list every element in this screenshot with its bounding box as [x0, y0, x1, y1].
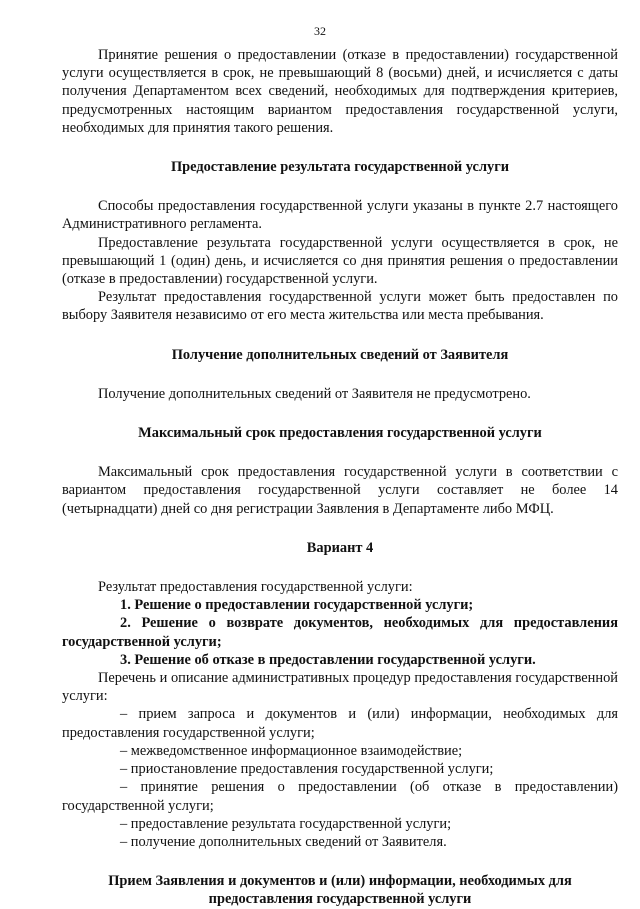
heading-variant: Вариант 4 — [306, 539, 374, 556]
heading-reception-line-1: Прием Заявления и документов и (или) информации, необходимых для — [108, 873, 572, 890]
max-term-paragraph: Максимальный срок предоставления государственной услуги в соответствии с вариантом предоставления государственной услуги составляет не более 14 (четырнадцати) дней со дня регистрации Заявления в Департаменте либо МФЦ. — [62, 464, 618, 517]
heading-max-term: Максимальный срок предоставления государственной услуги — [138, 425, 542, 442]
procedure-item: – принятие решения о предоставлении (об отказе в предоставлении) государственной услуги; — [62, 779, 618, 814]
page-number: 32 — [314, 24, 326, 38]
heading-reception-line-2: предоставления государственной услуги — [208, 891, 472, 908]
procedure-item: – получение дополнительных сведений от Заявителя. — [120, 833, 447, 850]
variant-result-intro: Результат предоставления государственной услуги: — [98, 579, 413, 596]
procedure-item: – прием запроса и документов и (или) информации, необходимых для предоставления государственной услуги; — [62, 706, 618, 741]
intro-paragraph: Принятие решения о предоставлении (отказе в предоставлении) государственной услуги осуществляется в срок, не превышающий 8 (восьми) дней, и исчисляется с даты получения Департаментом всех сведений, необходимых для подтверждения критериев, предусмотренных настоящим вариантом предоставления государственной услуги, необходимых для принятия такого решения. — [62, 47, 618, 136]
procedure-item: – межведомственное информационное взаимодействие; — [120, 742, 463, 759]
procedure-item: – предоставление результата государственной услуги; — [120, 815, 452, 832]
result-paragraph-1: Способы предоставления государственной услуги указаны в пункте 2.7 настоящего Административного регламента. — [62, 198, 618, 233]
page-content — [62, 46, 618, 909]
heading-additional: Получение дополнительных сведений от Заявителя — [171, 346, 509, 363]
procedure-item: – приостановление предоставления государственной услуги; — [120, 761, 494, 778]
variant-result-item: 3. Решение об отказе в предоставлении государственной услуги. — [120, 651, 536, 668]
variant-result-item: 1. Решение о предоставлении государственной услуги; — [120, 597, 474, 614]
variant-result-item: 2. Решение о возврате документов, необходимых для предоставления государственной услуги; — [62, 615, 618, 650]
procedures-intro: Перечень и описание административных процедур предоставления государственной услуги: — [62, 670, 618, 705]
additional-paragraph: Получение дополнительных сведений от Заявителя не предусмотрено. — [98, 385, 531, 402]
heading-result: Предоставление результата государственной услуги — [170, 159, 510, 176]
result-paragraph-2: Предоставление результата государственной услуги осуществляется в срок, не превышающий 1 (один) день, и исчисляется со дня принятия решения о предоставлении (отказе в предоставлении) государственной услуги. — [62, 234, 618, 288]
result-paragraph-3: Результат предоставления государственной услуги может быть предоставлен по выбору Заявителя независимо от его места жительства или места пребывания. — [62, 289, 618, 324]
